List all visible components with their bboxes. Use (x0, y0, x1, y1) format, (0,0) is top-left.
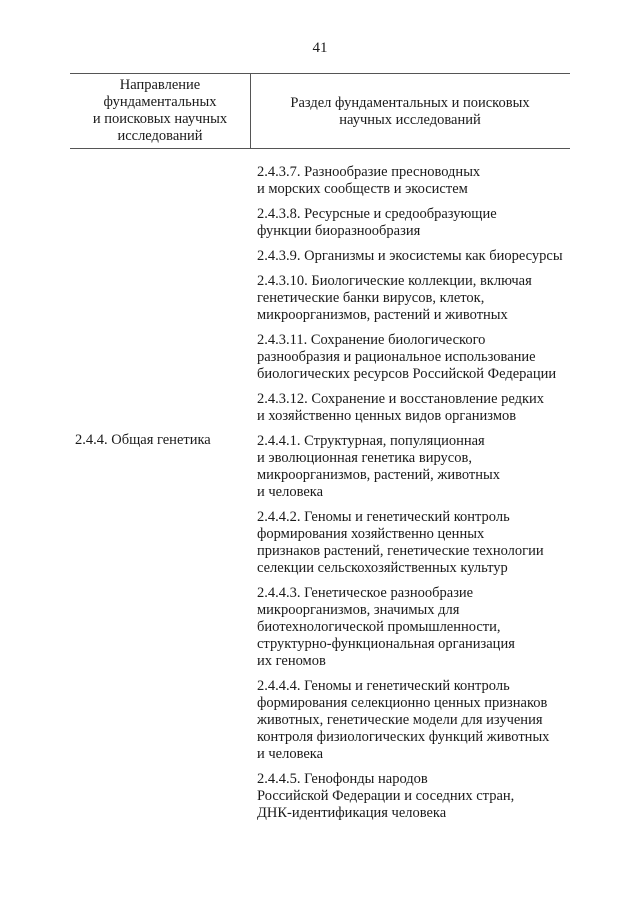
section-entry-line: и хозяйственно ценных видов организмов (257, 408, 517, 424)
section-entry-line: селекции сельскохозяйственных культур (257, 560, 508, 576)
section-entry (257, 433, 577, 501)
header-line: исследований (117, 128, 203, 144)
section-entry (257, 391, 577, 425)
section-entry-line: ДНК-идентификация человека (257, 805, 447, 821)
header-line: Раздел фундаментальных и поисковых (290, 95, 530, 111)
section-entries-list (257, 164, 577, 830)
section-entry-line: 2.4.3.11. Сохранение биологического (257, 332, 486, 348)
section-entry-line: и эволюционная генетика вирусов, (257, 450, 472, 466)
section-entry-line: их геномов (257, 653, 326, 669)
header-column-divider (250, 73, 251, 148)
section-entry-line: Российской Федерации и соседних стран, (257, 788, 515, 804)
section-entry-line: и морских сообществ и экосистем (257, 181, 468, 197)
section-entry-line: животных, генетические модели для изучения (257, 712, 543, 728)
section-entry-line: признаков растений, генетические технологии (257, 543, 544, 559)
section-entry-line: микроорганизмов, растений и животных (257, 307, 508, 323)
section-entry-line: формирования хозяйственно ценных (257, 526, 485, 542)
section-entry-line: 2.4.3.8. Ресурсные и средообразующие (257, 206, 497, 222)
section-entry (257, 273, 577, 324)
section-entry (257, 332, 577, 383)
section-entry-line: и человека (257, 484, 324, 500)
section-entry-line: контроля физиологических функций животных (257, 729, 550, 745)
section-entry-line: 2.4.3.10. Биологические коллекции, включая (257, 273, 532, 289)
section-entry-line: функции биоразнообразия (257, 223, 421, 239)
section-entry (257, 248, 577, 265)
section-entry-line: 2.4.4.5. Генофонды народов (257, 771, 428, 787)
section-entry-line: и человека (257, 746, 324, 762)
section-entry-line: структурно-функциональная организация (257, 636, 515, 652)
header-line: и поисковых научных (92, 111, 228, 127)
section-entry-line: генетические банки вирусов, клеток, (257, 290, 485, 306)
section-entry (257, 678, 577, 763)
section-entry (257, 771, 577, 822)
section-entry (257, 206, 577, 240)
section-entry-line: 2.4.3.7. Разнообразие пресноводных (257, 164, 481, 180)
section-entry-line: 2.4.4.4. Геномы и генетический контроль (257, 678, 510, 694)
section-entry-line: 2.4.3.9. Организмы и экосистемы как биоресурсы (257, 248, 563, 264)
section-entry (257, 585, 577, 670)
section-entry-line: 2.4.3.12. Сохранение и восстановление редких (257, 391, 545, 407)
page-number: 41 (312, 40, 328, 56)
section-entry-line: 2.4.4.2. Геномы и генетический контроль (257, 509, 510, 525)
section-entry (257, 509, 577, 577)
section-entry-line: биотехнологической промышленности, (257, 619, 501, 635)
header-line: фундаментальных (103, 94, 217, 110)
section-entry-line: микроорганизмов, растений, животных (257, 467, 501, 483)
section-entry-line: микроорганизмов, значимых для (257, 602, 460, 618)
section-entry-line: 2.4.4.3. Генетическое разнообразие (257, 585, 474, 601)
section-entry-line: 2.4.4.1. Структурная, популяционная (257, 433, 485, 449)
direction-label: 2.4.4. Общая генетика (75, 432, 211, 448)
section-entry-line: биологических ресурсов Российской Федерации (257, 366, 557, 382)
header-line: научных исследований (339, 112, 481, 128)
section-entry-line: разнообразия и рациональное использование (257, 349, 536, 365)
table-top-rule (70, 73, 570, 74)
section-entry (257, 164, 577, 198)
header-section-column (252, 95, 568, 129)
header-direction-column (72, 77, 248, 145)
section-entry-line: формирования селекционно ценных признаков (257, 695, 548, 711)
header-line: Направление (119, 77, 201, 93)
table-header-bottom-rule (70, 148, 570, 149)
